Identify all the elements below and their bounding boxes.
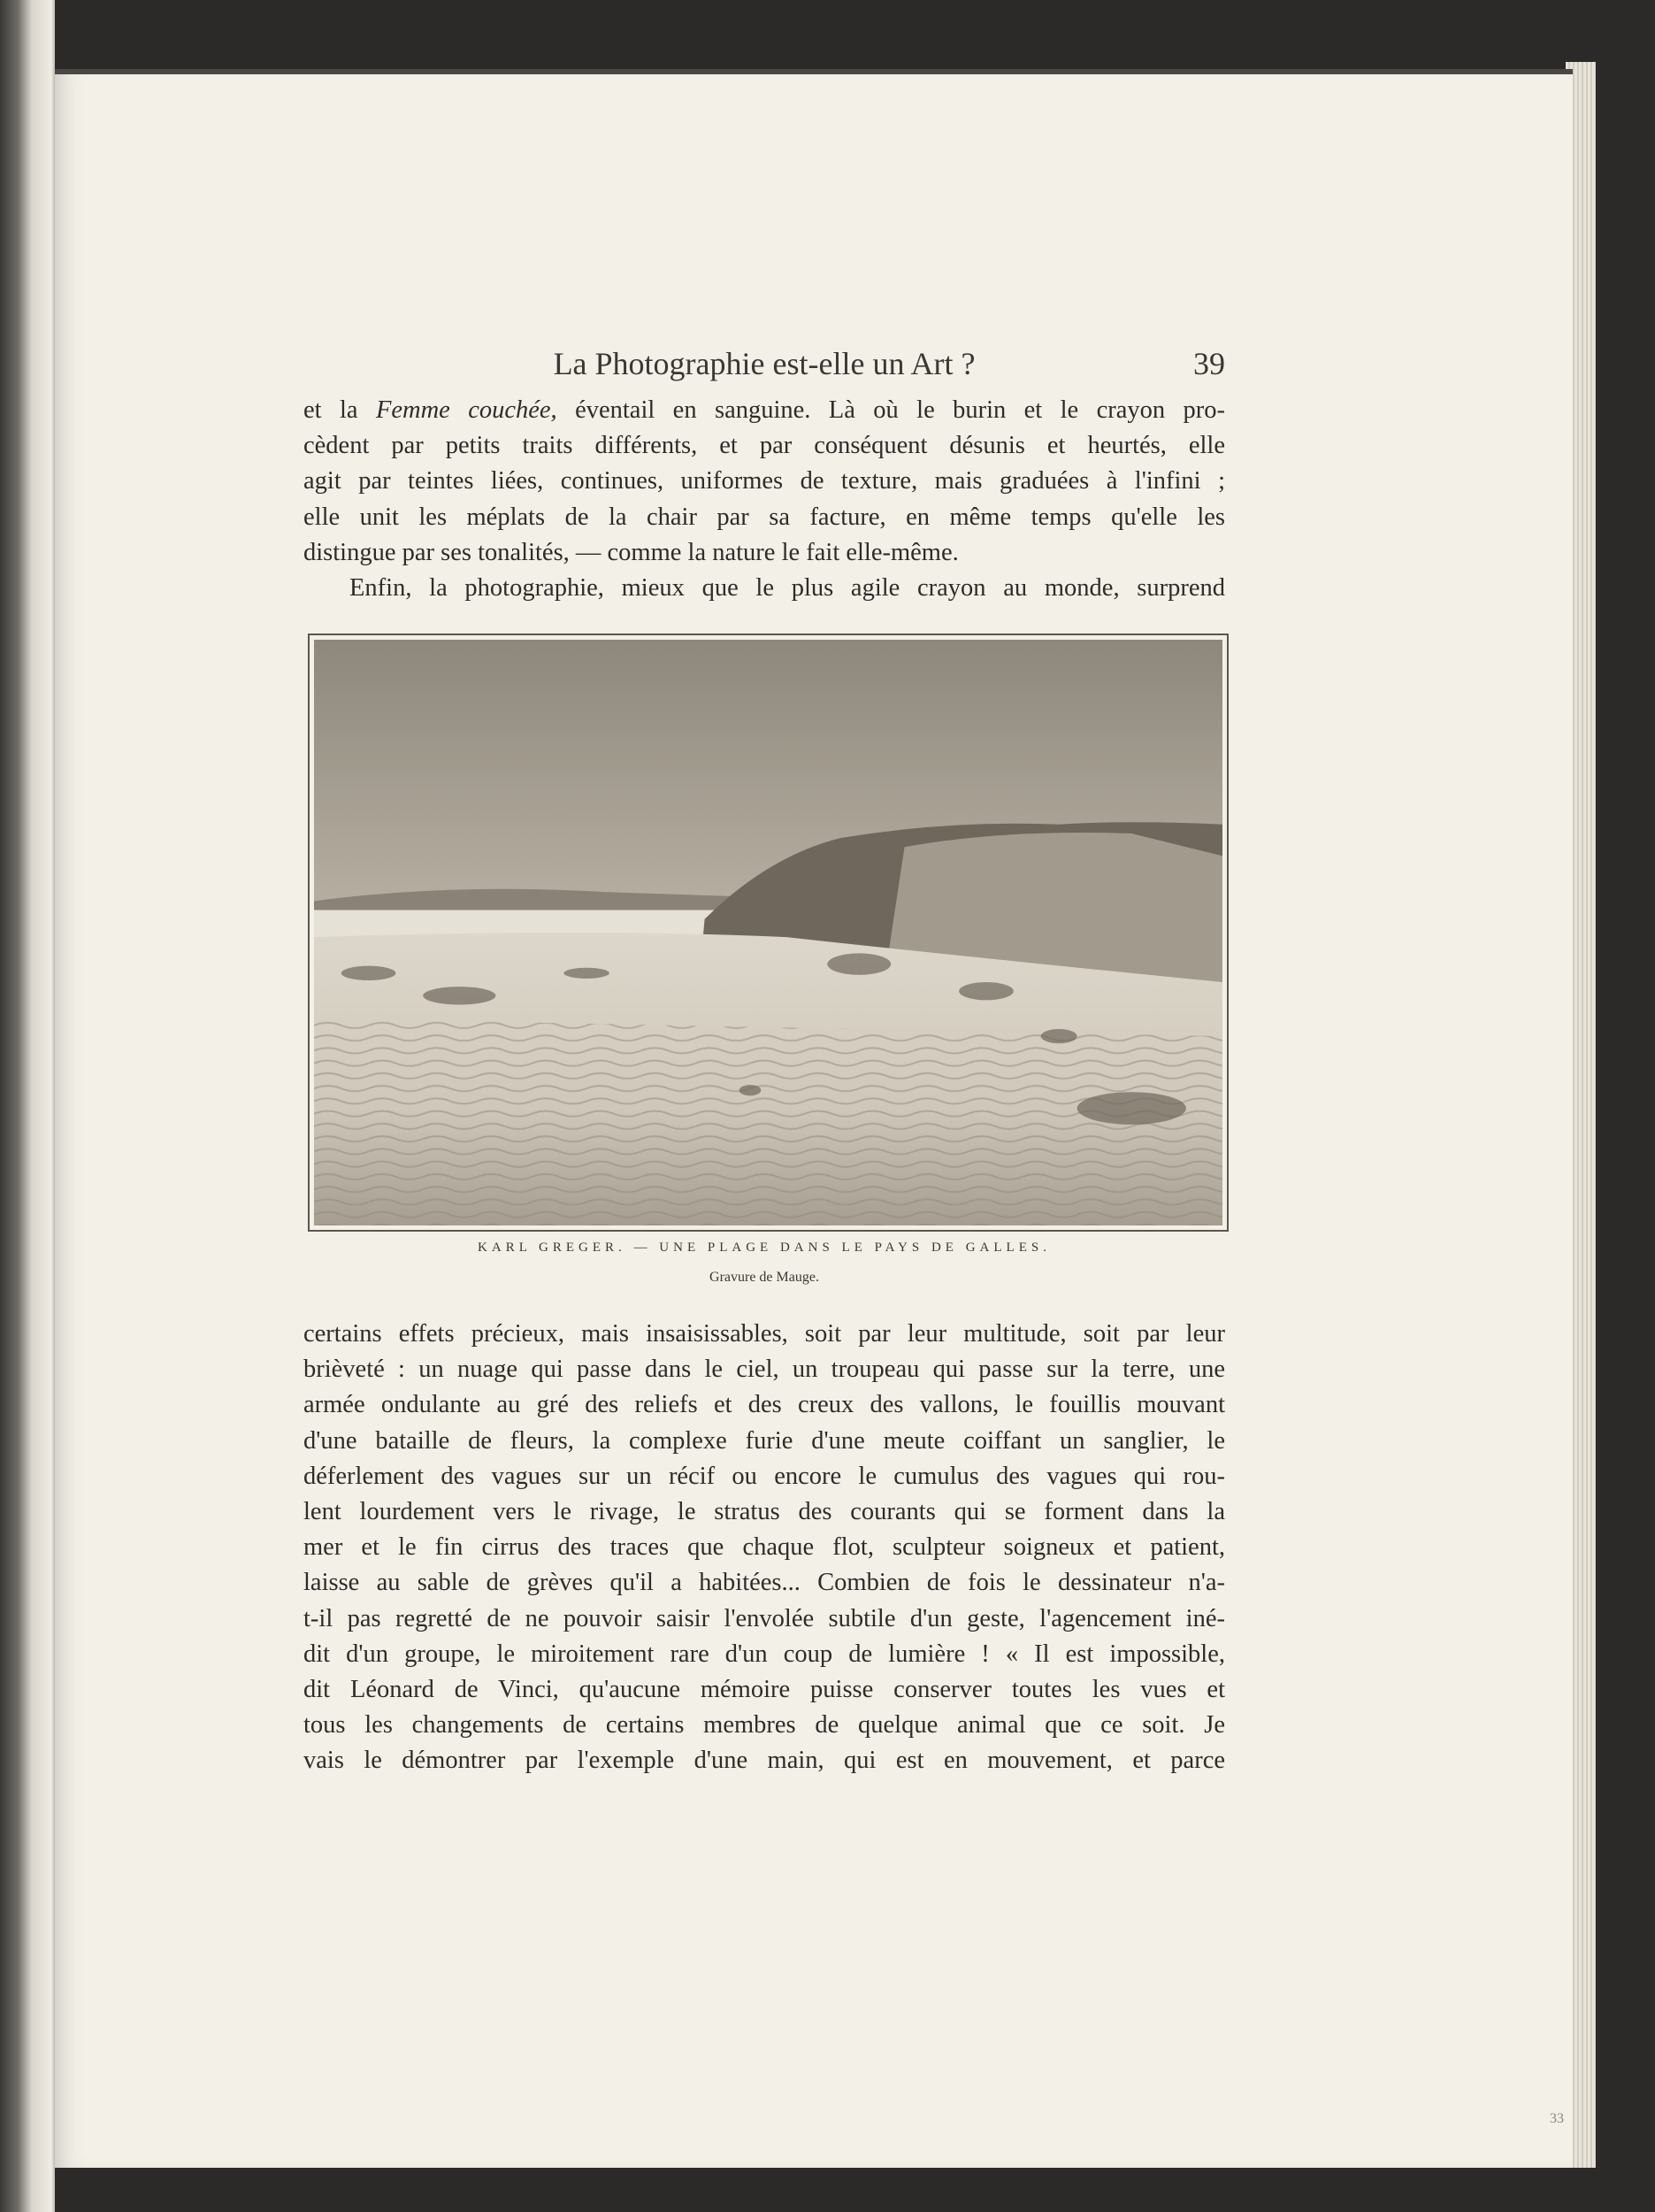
italic-title: Femme couchée, bbox=[375, 396, 557, 424]
book-spine bbox=[0, 0, 55, 2212]
text-line: laisse au sable de grèves qu'il a habitées... Combien de fois le dessinateur n'a- bbox=[303, 1569, 1225, 1597]
figure-credit: Gravure de Mauge. bbox=[709, 1270, 819, 1285]
running-header bbox=[303, 345, 1225, 389]
text-line: armée ondulante au gré des reliefs et des creux des vallons, le fouillis mouvant bbox=[303, 1391, 1225, 1419]
text-line: déferlement des vagues sur un récif ou encore le cumulus des vagues qui rou- bbox=[303, 1462, 1225, 1490]
figure-caption: KARL GREGER. — UNE PLAGE DANS LE PAYS DE GALLES. bbox=[478, 1240, 1051, 1255]
book-page bbox=[55, 69, 1573, 2168]
text-line: agit par teintes liées, continues, uniformes de texture, mais graduées à l'infini ; bbox=[303, 467, 1225, 495]
text-line: mer et le fin cirrus des traces que chaque flot, sculpteur soigneux et patient, bbox=[303, 1533, 1225, 1562]
text-line: t-il pas regretté de ne pouvoir saisir l'envolée subtile d'un geste, l'agencement iné- bbox=[303, 1604, 1225, 1632]
text-line: elle unit les méplats de la chair par sa facture, en même temps qu'elle les bbox=[303, 503, 1225, 531]
text-line: d'une bataille de fleurs, la complexe furie d'une meute coiffant un sanglier, le bbox=[303, 1426, 1225, 1455]
scan-folio-number: 33 bbox=[1550, 2111, 1564, 2126]
text-line: lent lourdement vers le rivage, le stratus des courants qui se forment dans la bbox=[303, 1498, 1225, 1526]
text-line: dit d'un groupe, le miroitement rare d'un coup de lumière ! « Il est impossible, bbox=[303, 1640, 1225, 1668]
text-block-top bbox=[303, 393, 1225, 606]
text-line: tous les changements de certains membres de quelque animal que ce soit. Je bbox=[303, 1711, 1225, 1740]
running-title: La Photographie est-elle un Art ? bbox=[553, 346, 976, 381]
text-line: cèdent par petits traits différents, et par conséquent désunis et heurtés, elle bbox=[303, 432, 1225, 460]
text-line: brièveté : un nuage qui passe dans le ciel, un troupeau qui passe sur la terre, une bbox=[303, 1356, 1225, 1384]
page-number: 39 bbox=[1193, 346, 1225, 381]
text-line: Enfin, la photographie, mieux que le plus agile crayon au monde, surprend bbox=[349, 574, 1225, 603]
text-line: dit Léonard de Vinci, qu'aucune mémoire puisse conserver toutes les vues et bbox=[303, 1676, 1225, 1704]
text-line: et la Femme couchée, éventail en sanguine. Là où le burin et le crayon pro- bbox=[303, 396, 1226, 424]
text-line: vais le démontrer par l'exemple d'une main, qui est en mouvement, et parce bbox=[303, 1747, 1225, 1775]
text-block-bottom bbox=[303, 1317, 1225, 1779]
text-line: distingue par ses tonalités, — comme la nature le fait elle-même. bbox=[303, 538, 959, 566]
photograph-beach-dunes bbox=[308, 634, 1229, 1232]
text-line: certains effets précieux, mais insaisissables, soit par leur multitude, soit par leur bbox=[303, 1320, 1225, 1348]
